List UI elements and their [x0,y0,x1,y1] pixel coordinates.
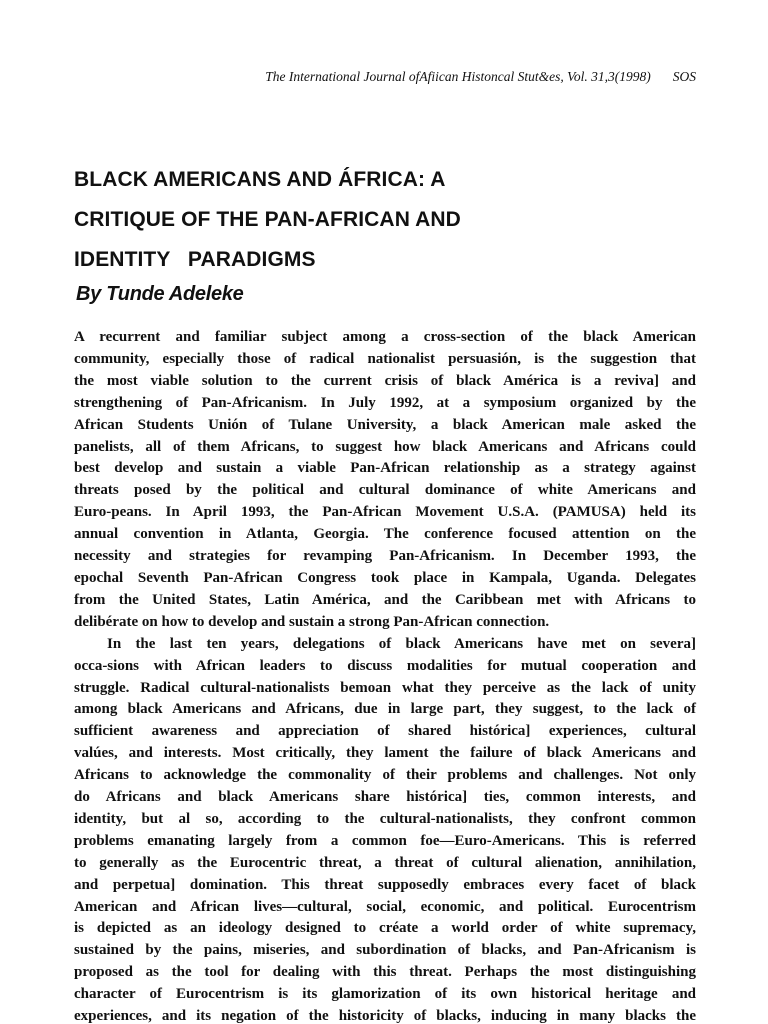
text-line: to generally as the Eurocentric threat, a threat of cultural alienation, annihilation, [74,854,696,871]
author-byline: By Tunde Adeleke [76,283,244,305]
text-line: Africans to acknowledge the commonality of their problems and challenges. Not only [74,767,696,784]
text-line: African Students Unión of Tulane University, a black American male asked the [74,416,696,433]
text-line: best develop and sustain a viable Pan-African relationship as a strategy against [74,460,696,477]
text-line: do Africans and black Americans share histórica] ties, common interests, and [74,789,696,806]
text-line: threats posed by the political and cultural dominance of white Americans and [74,482,696,499]
paragraph-2 [74,634,696,1024]
text-line: experiences, and its negation of the historicity of blacks, inducing in many blacks the [74,1008,696,1024]
page-number: SOS [672,69,696,84]
journal-citation: The International Journal ofAfiican Histoncal Stut&es, Vol. 31,3(1998) [265,69,651,84]
text-line: sustained by the pains, miseries, and subordination of blacks, and Pan-Africanism is [74,942,696,959]
running-header [74,69,696,85]
text-line: A recurrent and familiar subject among a cross-section of the black American [74,329,696,345]
text-line: proposed as the tool for dealing with this threat. Perhaps the most distinguishing [74,964,696,981]
text-line: struggle. Radical cultural-nationalists bemoan what they perceive as the lack of unity [74,679,696,696]
text-line: annual convention in Atlanta, Georgia. The conference focused attention on the [74,526,696,543]
text-line: from the United States, Latin América, and the Caribbean met with Africans to [74,591,696,608]
text-line: is depicted as an ideology designed to créate a world order of white supremacy, [74,920,696,937]
text-line: delibérate on how to develop and sustain a strong Pan-African connection. [74,613,550,630]
text-line: Euro-peans. In April 1993, the Pan-African Movement U.S.A. (PAMUSA) held its [74,504,696,521]
text-line: community, especially those of radical nationalist persuasión, is the suggestion that [74,350,696,367]
text-line: identity, but al so, according to the cultural-nationalists, they confront common [74,810,696,827]
title-line: IDENTITY PARADIGMS [74,248,316,271]
text-line: strengthening of Pan-Africanism. In July 1992, at a symposium organized by the [74,394,696,411]
paragraph-1 [74,327,696,634]
text-line: problems emanating largely from a common foe—Euro-Americans. This is referred [74,832,696,849]
text-line: sufficient awareness and appreciation of shared histórica] experiences, cultural [74,723,696,740]
article-body [74,327,696,1024]
text-line: the most viable solution to the current crisis of black América is a reviva] and [74,372,696,389]
text-line: among black Americans and Africans, due in large part, they suggest, to the lack of [74,701,696,718]
text-line: valúes, and interests. Most critically, they lament the failure of black Americans and [74,745,696,762]
text-line: In the last ten years, delegations of black Americans have met on severa] [107,635,696,652]
text-line: American and African lives—cultural, social, economic, and political. Eurocentrism [74,898,696,915]
text-line: necessity and strategies for revamping Pan-Africanism. In December 1993, the [74,548,696,565]
title-line: CRITIQUE OF THE PAN-AFRICAN AND [74,208,461,231]
text-line: epochal Seventh Pan-African Congress took place in Kampala, Uganda. Delegates [74,569,696,586]
text-line: occa-sions with African leaders to discuss modalities for mutual cooperation and [74,657,696,674]
text-line: and perpetua] domination. This threat supposedly embraces every facet of black [74,876,696,893]
text-line: character of Eurocentrism is its glamorization of its own historical heritage and [74,986,696,1003]
article-title [74,160,694,280]
title-line: BLACK AMERICANS AND ÁFRICA: A [74,168,446,191]
text-line: panelists, all of them Africans, to suggest how black Americans and Africans could [74,438,696,455]
